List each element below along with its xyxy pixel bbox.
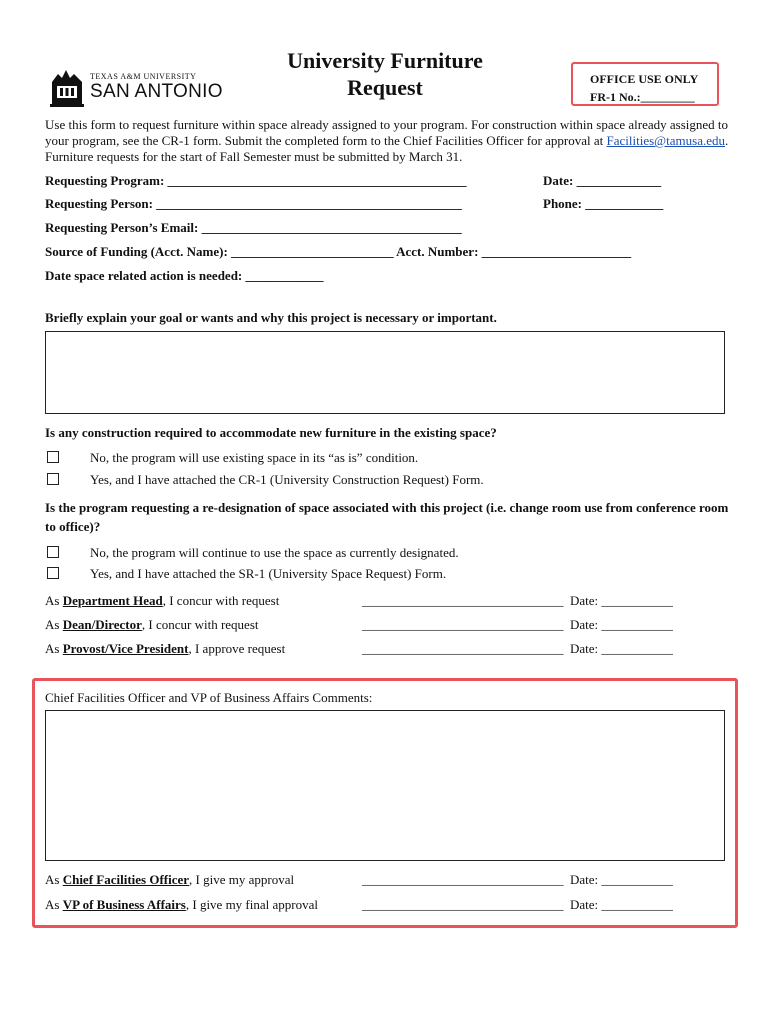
approval-department-head	[45, 593, 279, 609]
approval-prefix: As	[45, 641, 63, 656]
approval-role: Department Head	[62, 593, 163, 608]
signature-date[interactable]: Date: ___________	[570, 897, 673, 912]
goal-question: Briefly explain your goal or wants and why this project is necessary or important.	[45, 310, 497, 325]
requesting-person-field[interactable]: Requesting Person: _______________________________________________	[45, 196, 462, 211]
option-label: Yes, and I have attached the CR-1 (University Construction Request) Form.	[90, 472, 484, 487]
signature-line[interactable]	[362, 872, 673, 888]
logo-campus-name: SAN ANTONIO	[90, 81, 223, 102]
redesignation-question: Is the program requesting a re-designation of space associated with this project (i.e. change room use from conference room to office)?	[45, 500, 729, 534]
redesignation-option-no[interactable]	[45, 545, 459, 561]
funding-field[interactable]: Source of Funding (Acct. Name): _________________________ Acct. Number: _______________________	[45, 244, 632, 259]
option-label: Yes, and I have attached the SR-1 (University Space Request) Form.	[90, 566, 447, 581]
logo-university-name: TEXAS A&M UNIVERSITY	[90, 72, 197, 81]
facilities-comments-area[interactable]	[45, 710, 725, 861]
signature-blank[interactable]: _______________________________	[362, 593, 564, 608]
approval-prefix: As	[45, 593, 63, 608]
approval-role: VP of Business Affairs	[62, 897, 186, 912]
checkbox[interactable]	[47, 451, 59, 463]
approval-suffix: , I give my final approval	[185, 897, 318, 912]
signature-date[interactable]: Date: ___________	[570, 617, 673, 632]
intro-paragraph	[45, 117, 735, 165]
signature-line[interactable]	[362, 617, 673, 633]
checkbox[interactable]	[47, 567, 59, 579]
approval-suffix: , I concur with request	[162, 593, 280, 608]
goal-text-area[interactable]	[45, 331, 725, 414]
construction-option-no[interactable]	[45, 450, 419, 466]
date-needed-field[interactable]: Date space related action is needed: ____________	[45, 268, 324, 283]
signature-blank[interactable]: _______________________________	[362, 872, 564, 887]
signature-line[interactable]	[362, 641, 673, 657]
email-field[interactable]: Requesting Person’s Email: ________________________________________	[45, 220, 462, 235]
office-use-label: OFFICE USE ONLY	[590, 72, 699, 86]
facilities-email-link[interactable]: Facilities@tamusa.edu	[606, 133, 725, 148]
approval-suffix: , I concur with request	[141, 617, 259, 632]
signature-date[interactable]: Date: ___________	[570, 872, 673, 887]
option-label: No, the program will continue to use the space as currently designated.	[90, 545, 459, 560]
approval-role: Provost/Vice President	[62, 641, 189, 656]
university-seal-logo	[48, 68, 86, 108]
date-field[interactable]: Date: _____________	[543, 173, 662, 188]
construction-option-yes[interactable]	[45, 472, 484, 488]
approval-suffix: , I approve request	[188, 641, 286, 656]
intro-text-2: . Furniture requests for the start of Fall Semester must be submitted by March 31.	[45, 133, 729, 164]
approval-role: Dean/Director	[62, 617, 142, 632]
office-use-box	[571, 62, 719, 106]
phone-field[interactable]: Phone: ____________	[543, 196, 664, 211]
approval-chief-facilities-officer	[45, 872, 294, 888]
signature-blank[interactable]: _______________________________	[362, 897, 564, 912]
approval-vp-business-affairs	[45, 897, 318, 913]
redesignation-option-yes[interactable]	[45, 566, 447, 582]
signature-line[interactable]	[362, 593, 673, 609]
title-line-1: University Furniture	[287, 48, 483, 73]
option-label: No, the program will use existing space in its “as is” condition.	[90, 450, 419, 465]
facilities-comments-label: Chief Facilities Officer and VP of Business Affairs Comments:	[45, 690, 373, 705]
requesting-program-field[interactable]: Requesting Program: ______________________________________________	[45, 173, 467, 188]
signature-line[interactable]	[362, 897, 673, 913]
signature-blank[interactable]: _______________________________	[362, 617, 564, 632]
checkbox[interactable]	[47, 473, 59, 485]
checkbox[interactable]	[47, 546, 59, 558]
approval-prefix: As	[45, 617, 63, 632]
approval-role: Chief Facilities Officer	[62, 872, 190, 887]
signature-date[interactable]: Date: ___________	[570, 593, 673, 608]
approval-prefix: As	[45, 897, 63, 912]
page-title	[270, 47, 500, 101]
title-line-2: Request	[347, 75, 423, 100]
approval-prefix: As	[45, 872, 63, 887]
construction-question: Is any construction required to accommodate new furniture in the existing space?	[45, 425, 497, 440]
approval-suffix: , I give my approval	[189, 872, 295, 887]
fr-number-field[interactable]: FR-1 No.:_________	[590, 90, 695, 104]
signature-blank[interactable]: _______________________________	[362, 641, 564, 656]
approval-dean-director	[45, 617, 259, 633]
approval-provost	[45, 641, 285, 657]
intro-text-1: Use this form to request furniture within space already assigned to your program. For construction within space already assigned to your program, see the CR-1 form. Submit the completed form to the Chief Facilities Officer for approval at	[45, 117, 729, 148]
signature-date[interactable]: Date: ___________	[570, 641, 673, 656]
